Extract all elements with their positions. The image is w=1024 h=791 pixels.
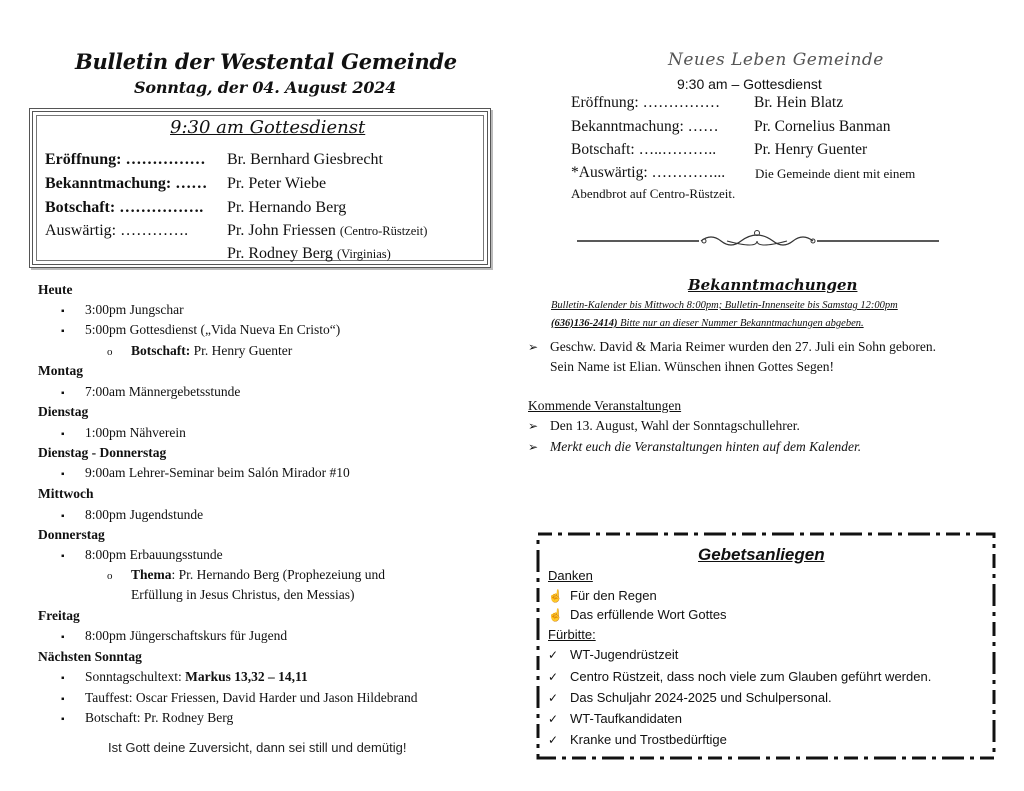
checkmark-icon: ✓ (548, 648, 559, 662)
day-montag: Montag (38, 363, 83, 378)
service-row-value: Pr. Rodney Berg (227, 245, 333, 262)
bulletin-title: Bulletin der Westental Gemeinde (75, 49, 457, 74)
service-row-note: (Centro-Rüstzeit) (339, 224, 428, 238)
schedule-item: ▪ 9:00am Lehrer-Seminar beim Salón Mirador #10 (61, 465, 350, 481)
schedule-item: ▪ 3:00pm Jungschar (61, 302, 184, 318)
prayer-title: Gebetsanliegen (698, 545, 825, 564)
service-row-auswaertig (45, 222, 427, 240)
nl-row-eroeffnung (571, 94, 843, 112)
day-donnerstag: Donnerstag (38, 527, 105, 542)
schedule-item (61, 669, 308, 685)
day-mittwoch: Mittwoch (38, 486, 94, 501)
schedule-item: ▪ 8:00pm Jugendstunde (61, 507, 203, 523)
schedule-item: ▪ Tauffest: Oscar Friessen, David Harder und Jason Hildebrand (61, 690, 417, 706)
item-value: Markus 13,32 – 14,11 (185, 669, 308, 684)
arrow-bullet-icon: ➢ (528, 440, 539, 454)
announcement-item (528, 339, 936, 355)
checkmark-icon: ✓ (548, 670, 559, 684)
praying-hands-icon: ☝ (548, 608, 563, 622)
event-text: Den 13. August, Wahl der Sonntagschullehrer. (550, 418, 800, 433)
announcements-contact (551, 318, 864, 329)
day-freitag: Freitag (38, 608, 80, 623)
church-title: Neues Leben Gemeinde (668, 50, 884, 70)
nl-row-label: Eröffnung: …………… (571, 94, 721, 111)
service-title: 9:30 am Gottesdienst (170, 117, 366, 138)
schedule-item: ▪ Botschaft: Pr. Rodney Berg (61, 710, 233, 726)
subitem-value: : Pr. Hernando Berg (Prophezeiung und (171, 567, 385, 582)
day-dienstag-donnerstag: Dienstag - Donnerstag (38, 445, 167, 460)
schedule-item: ▪ 8:00pm Erbauungsstunde (61, 547, 223, 563)
nl-row-value: Pr. Henry Guenter (754, 141, 868, 158)
subitem-label: Botschaft: (131, 343, 191, 358)
event-text: Merkt euch die Veranstaltungen hinten auf dem Kalender. (550, 439, 862, 454)
event-item (528, 439, 861, 455)
request-text: WT-Taufkandidaten (570, 711, 683, 726)
item-label: Sonntagschultext: (85, 669, 186, 684)
nl-note-continued: Abendbrot auf Centro-Rüstzeit. (571, 186, 736, 201)
events-heading: Kommende Veranstaltungen (528, 398, 682, 413)
schedule-subitem (107, 567, 385, 583)
thanks-text: Für den Regen (570, 588, 657, 603)
nl-row-label: Botschaft: …..……….. (571, 141, 717, 158)
checkmark-icon: ✓ (548, 733, 559, 747)
service-row-bekanntmachung (45, 175, 326, 193)
schedule-item: ▪ 5:00pm Gottesdienst („Vida Nueva En Cristo“) (61, 322, 340, 338)
request-text: Kranke und Trostbedürftige (570, 732, 727, 747)
request-item (548, 711, 682, 726)
service-row-value: Pr. Hernando Berg (227, 199, 347, 216)
nl-row-botschaft (571, 141, 867, 159)
service-time: 9:30 am – Gottesdienst (677, 76, 822, 92)
ornament-divider (577, 228, 939, 252)
thanks-item (548, 588, 657, 603)
schedule-item: ▪ 1:00pm Nähverein (61, 425, 186, 441)
nl-row-label: *Auswärtig: …………... (571, 164, 726, 181)
request-text: Centro Rüstzeit, dass noch viele zum Glauben geführt werden. (570, 669, 932, 684)
announcement-item-continued: Sein Name ist Elian. Wünschen ihnen Gottes Segen! (550, 359, 834, 374)
arrow-bullet-icon: ➢ (528, 340, 539, 354)
service-row-eroeffnung (45, 151, 383, 169)
schedule-item: ▪ 8:00pm Jüngerschaftskurs für Jugend (61, 628, 287, 644)
service-row-note: (Virginias) (336, 247, 391, 261)
day-naechsten-sonntag: Nächsten Sonntag (38, 649, 142, 664)
service-row-value: Pr. Peter Wiebe (227, 175, 327, 192)
nl-row-bekanntmachung (571, 118, 890, 136)
service-row-value: Pr. John Friessen (227, 222, 336, 239)
checkmark-icon: ✓ (548, 691, 559, 705)
schedule-item: ▪ 7:00am Männergebetsstunde (61, 384, 240, 400)
nl-row-value: Br. Hein Blatz (754, 94, 844, 111)
arrow-bullet-icon: ➢ (528, 419, 539, 433)
contact-note: Bitte nur an dieser Nummer Bekanntmachungen abgeben. (617, 318, 864, 329)
day-dienstag: Dienstag (38, 404, 89, 419)
thanks-text: Das erfüllende Wort Gottes (570, 607, 727, 622)
praying-hands-icon: ☝ (548, 589, 563, 603)
nl-note: Die Gemeinde dient mit einem (755, 166, 916, 181)
request-text: WT-Jugendrüstzeit (570, 647, 679, 662)
request-item (548, 690, 832, 705)
nl-row-label: Bekanntmachung: …… (571, 118, 719, 135)
service-row-label: Bekanntmachung: …… (45, 175, 208, 192)
bulletin-date: Sonntag, der 04. August 2024 (134, 78, 397, 97)
event-item (528, 418, 800, 434)
nl-row-auswaertig (571, 164, 754, 182)
thanks-heading: Danken (548, 568, 593, 583)
day-heute: Heute (38, 282, 73, 297)
service-row-botschaft (45, 199, 346, 217)
checkmark-icon: ✓ (548, 712, 559, 726)
announcement-text: Geschw. David & Maria Reimer wurden den 27. Juli ein Sohn geboren. (550, 339, 937, 354)
request-item (548, 732, 727, 747)
service-row-label: Botschaft: ……………. (45, 199, 204, 216)
thanks-item (548, 607, 727, 622)
schedule-subitem (107, 343, 292, 359)
announcements-deadline: Bulletin-Kalender bis Mittwoch 8:00pm; Bulletin-Innenseite bis Samstag 12:00pm (551, 300, 898, 311)
subitem-value: Pr. Henry Guenter (190, 343, 293, 358)
request-text: Das Schuljahr 2024-2025 und Schulpersonal. (570, 690, 832, 705)
announcements-title: Bekanntmachungen (688, 276, 858, 294)
request-item (548, 647, 678, 662)
service-row-value: Br. Bernhard Giesbrecht (227, 151, 383, 168)
motto: Ist Gott deine Zuversicht, dann sei still und demütig! (108, 740, 407, 755)
contact-phone: (636)136-2414) (551, 318, 618, 329)
subitem-label: Thema (131, 567, 172, 582)
request-item (548, 669, 931, 684)
requests-heading: Fürbitte: (548, 627, 596, 642)
service-row-label: Auswärtig: …………. (45, 222, 189, 239)
service-row-label: Eröffnung: …………… (45, 151, 206, 168)
nl-row-value: Pr. Cornelius Banman (754, 118, 891, 135)
service-row-auswaertig-2 (45, 245, 391, 263)
schedule-subitem-continued: Erfüllung in Jesus Christus, den Messias) (131, 587, 355, 602)
